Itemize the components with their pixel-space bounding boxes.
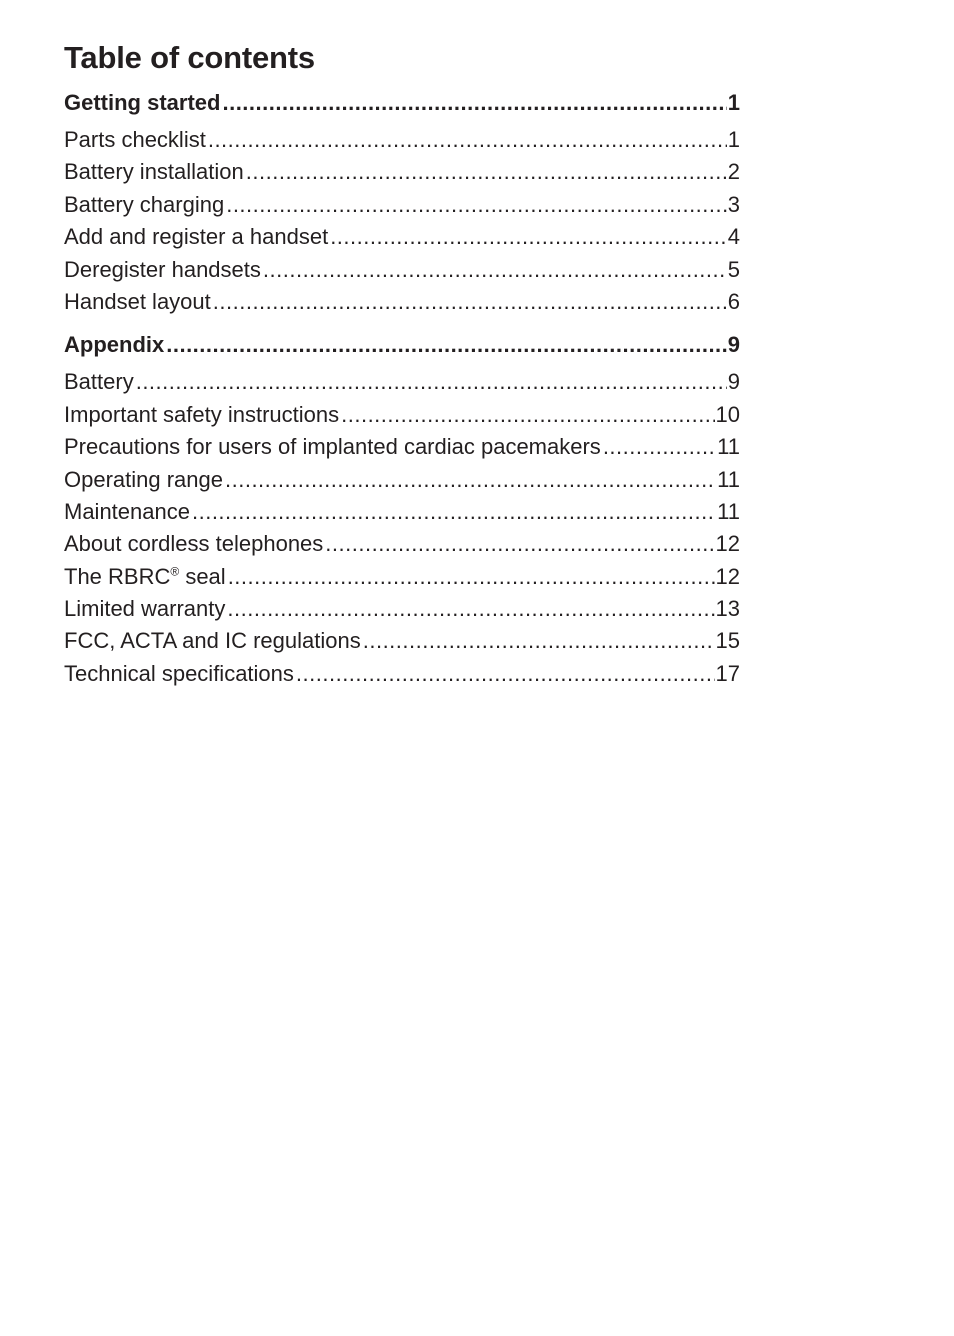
table-of-contents: [64, 38, 740, 690]
toc-entry-add-register-handset[interactable]: [64, 221, 740, 253]
dot-leader: [227, 593, 714, 625]
toc-entry-label: Battery installation: [64, 159, 244, 185]
toc-entry-label-suffix: seal: [179, 563, 226, 589]
dot-leader: [228, 561, 715, 593]
toc-entry-maintenance[interactable]: [64, 496, 740, 528]
dot-leader: [263, 254, 727, 286]
toc-entry-label: Battery: [64, 369, 134, 395]
toc-entry-label: Limited warranty: [64, 596, 226, 622]
dot-leader: [208, 124, 727, 156]
toc-page-number: 11: [717, 498, 740, 524]
toc-entry-label: Operating range: [64, 466, 223, 492]
toc-page-number: 12: [715, 563, 740, 589]
dot-leader: [363, 625, 715, 657]
toc-entry-label: Deregister handsets: [64, 256, 261, 282]
toc-page-number: 9: [727, 369, 740, 395]
toc-page-number: 1: [727, 90, 740, 115]
toc-entry-fcc-regulations[interactable]: [64, 625, 740, 657]
dot-leader: [226, 189, 727, 221]
toc-entry-cordless-telephones[interactable]: [64, 528, 740, 560]
dot-leader: [136, 366, 727, 398]
dot-leader: [330, 221, 727, 253]
toc-entry-battery[interactable]: [64, 366, 740, 398]
toc-page-number: 13: [715, 596, 740, 622]
toc-heading-appendix[interactable]: [64, 330, 740, 366]
toc-entry-label: FCC, ACTA and IC regulations: [64, 628, 361, 654]
dot-leader: [225, 464, 716, 496]
toc-entry-label: Important safety instructions: [64, 401, 340, 427]
toc-entry-label: Precautions for users of implanted cardiac pacemakers: [64, 434, 601, 460]
toc-entry-label: Handset layout: [64, 288, 211, 314]
dot-leader: [325, 528, 714, 560]
toc-heading-label: Getting started: [64, 90, 221, 115]
toc-entry-label: Add and register a handset: [64, 224, 329, 250]
toc-entry-rbrc-seal[interactable]: [64, 561, 740, 593]
toc-entry-label: Technical specifications: [64, 660, 294, 686]
toc-entry-pacemaker-precautions[interactable]: [64, 431, 740, 463]
toc-page-number: 3: [727, 191, 740, 217]
toc-page-number: 4: [727, 224, 740, 250]
toc-entry-deregister-handsets[interactable]: [64, 254, 740, 286]
dot-leader: [341, 399, 714, 431]
toc-page-number: 10: [715, 401, 740, 427]
toc-section-appendix: [64, 330, 740, 690]
toc-page-number: 12: [715, 531, 740, 557]
toc-entry-parts-checklist[interactable]: [64, 124, 740, 156]
toc-entry-safety-instructions[interactable]: [64, 399, 740, 431]
toc-page-number: 15: [715, 628, 740, 654]
toc-entry-label: About cordless telephones: [64, 531, 324, 557]
registered-mark: ®: [170, 564, 180, 579]
toc-entry-battery-charging[interactable]: [64, 189, 740, 221]
toc-page-number: 11: [717, 466, 740, 492]
toc-heading-label: Appendix: [64, 332, 165, 358]
dot-leader: [603, 431, 716, 463]
toc-entry-handset-layout[interactable]: [64, 286, 740, 318]
dot-leader: [166, 330, 727, 360]
dot-leader: [246, 156, 727, 188]
dot-leader: [296, 658, 715, 690]
toc-entry-label: Parts checklist: [64, 127, 206, 152]
toc-page-number: 2: [727, 159, 740, 185]
toc-entry-label-main: The RBRC: [64, 563, 171, 589]
toc-section-getting-started: [64, 88, 740, 318]
toc-page-number: 1: [727, 127, 740, 152]
toc-entry-technical-specifications[interactable]: [64, 658, 740, 690]
toc-page-number: 11: [717, 434, 740, 460]
toc-page-number: 17: [715, 660, 740, 686]
dot-leader: [192, 496, 716, 528]
toc-entry-battery-installation[interactable]: [64, 156, 740, 188]
toc-page-number: 5: [727, 256, 740, 282]
dot-leader: [222, 88, 726, 118]
toc-page-number: 9: [727, 332, 740, 358]
toc-entry-limited-warranty[interactable]: [64, 593, 740, 625]
toc-page-number: 6: [727, 288, 740, 314]
toc-entry-label: Battery charging: [64, 191, 225, 217]
toc-entry-label: [64, 561, 226, 593]
page-title: Table of contents: [64, 40, 315, 75]
dot-leader: [213, 286, 727, 318]
toc-entry-operating-range[interactable]: [64, 464, 740, 496]
toc-entry-label: Maintenance: [64, 498, 190, 524]
toc-heading-getting-started[interactable]: [64, 88, 740, 124]
